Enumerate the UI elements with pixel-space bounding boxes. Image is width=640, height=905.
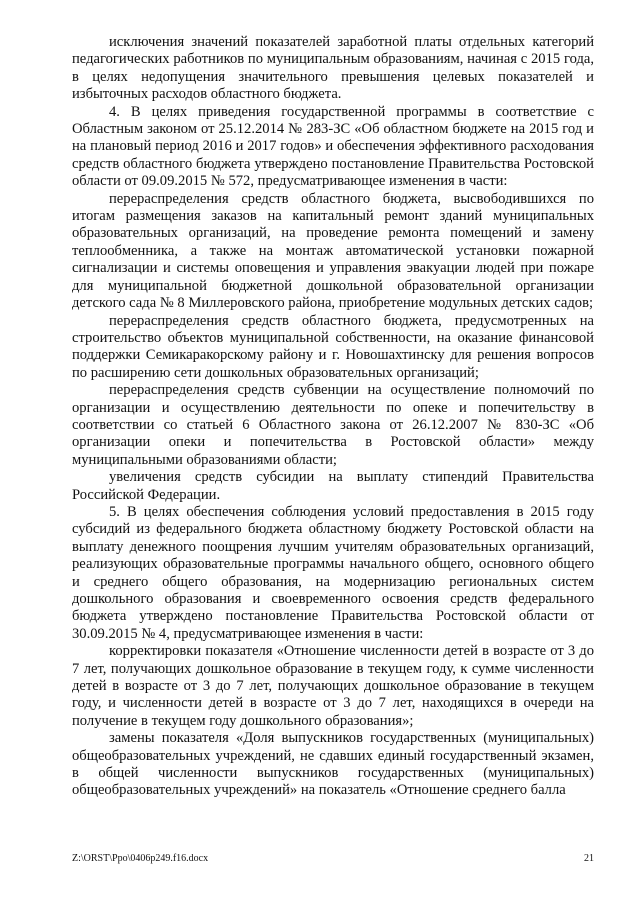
paragraph: перераспределения средств субвенции на осуществление полномочий по организации и осуществлению деятельности по опеке и попечительству в соответствии со статьей 6 Областного закона от 26.12.2007 № 830-ЗС «Об организации опеки и попечительства в Ростовской области» между муниципальными образованиями области; [72,382,594,468]
paragraph: 5. В целях обеспечения соблюдения условий предоставления в 2015 году субсидий из федерального бюджета областному бюджету Ростовской области на выплату денежного поощрения лучшим учителям образовательных организаций, реализующих образовательные программы начального общего, основного общего и среднего общего образования, на модернизацию региональных систем дошкольного образования и своевременного освоения средств федерального бюджета утверждено постановление Правительства Ростовской области от 30.09.2015 № 4, предусматривающее изменения в части: [72,503,594,642]
document-body [72,34,594,800]
paragraph: перераспределения средств областного бюджета, предусмотренных на строительство объектов муниципальной собственности, на оказание финансовой поддержки Семикаракорскому району и г. Новошахтинску для решения вопросов по расширению сети дошкольных образовательных организаций; [72,312,594,381]
paragraph: 4. В целях приведения государственной программы в соответствие с Областным законом от 25.12.2014 № 283-ЗС «Об областном бюджете на 2015 год и на плановый период 2016 и 2017 годов» и обеспечения эффективного расходования средств областного бюджета утверждено постановление Правительства Ростовской области от 09.09.2015 № 572, предусматривающее изменения в части: [72,103,594,190]
paragraph: перераспределения средств областного бюджета, высвободившихся по итогам размещения заказов на капитальный ремонт зданий муниципальных образовательных организаций, на проведение ремонта помещений и замену теплообменника, а также на монтаж автоматической установки пожарной сигнализации и системы оповещения и управления эвакуации людей при пожаре для муниципальной бюджетной дошкольной образовательной организации детского сада № 8 Миллеровского района, приобретение модульных детских садов; [72,190,594,312]
footer-file-path: Z:\ORST\Ppo\0406p249.f16.docx [72,853,209,864]
paragraph: замены показателя «Доля выпускников государственных (муниципальных) общеобразовательных учреждений, не сдавших единый государственный экзамен, в общей численности выпускников государственных (муниципальных) общеобразовательных учреждений» на показатель «Отношение среднего балла [72,730,594,799]
page-number: 21 [584,853,594,864]
paragraph: увеличения средств субсидии на выплату стипендий Правительства Российской Федерации. [72,469,594,503]
paragraph: исключения значений показателей заработной платы отдельных категорий педагогических работников по муниципальным образованиям, начиная с 2015 года, в целях недопущения значительного превышения целевых показателей и избыточных расходов областного бюджета. [72,34,594,103]
paragraph: корректировки показателя «Отношение численности детей в возрасте от 3 до 7 лет, получающих дошкольное образование в текущем году, к сумме численности детей в возрасте от 3 до 7 лет, получающих дошкольное образование в текущем году, и численности детей в возрасте от 3 до 7 лет, находящихся в очереди на получение в текущем году дошкольного образования»; [72,643,594,729]
